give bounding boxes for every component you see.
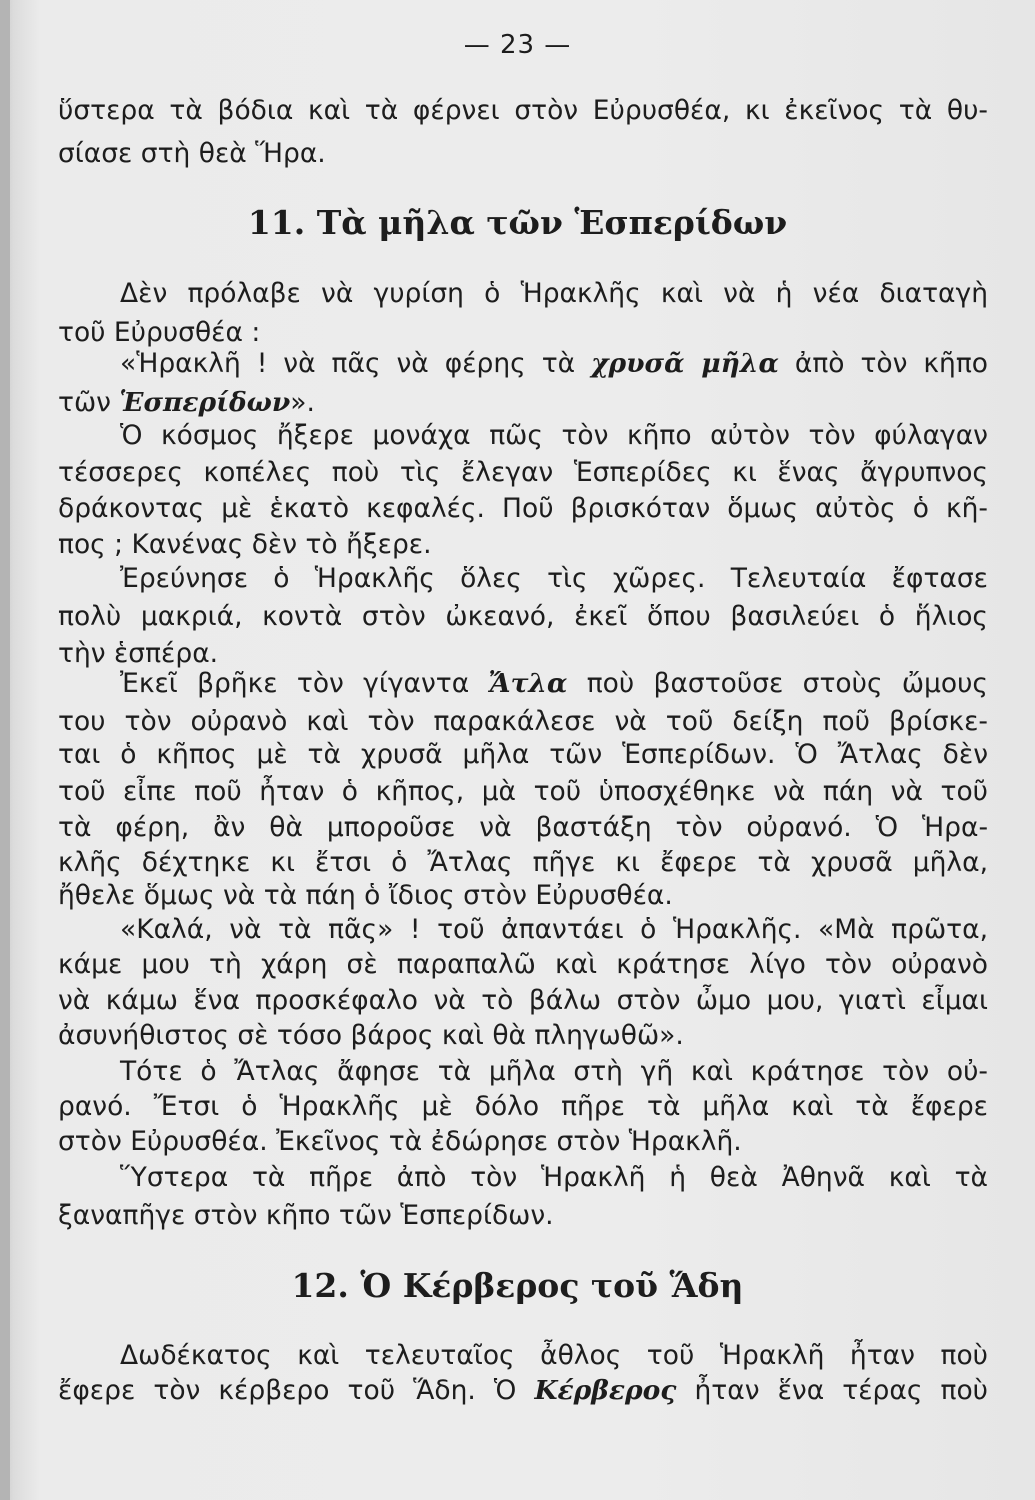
paragraph-line bbox=[58, 385, 988, 421]
paragraph-line: ρανό. Ἔτσι ὁ Ἡρακλῆς μὲ δόλο πῆρε τὰ μῆλα καὶ τὰ ἔφερε bbox=[58, 1091, 988, 1122]
paragraph-line: κλῆς δέχτηκε κι ἔτσι ὁ Ἄτλας πῆγε κι ἔφερε τὰ χρυσᾶ μῆλα, bbox=[58, 847, 988, 878]
paragraph-line: τέσσερες κοπέλες ποὺ τὶς ἔλεγαν Ἑσπερίδες κι ἕνας ἄγρυπνος bbox=[58, 457, 988, 488]
paragraph-line: Ὕστερα τὰ πῆρε ἀπὸ τὸν Ἡρακλῆ ἡ θεὰ Ἀθηνᾶ καὶ τὰ bbox=[120, 1162, 988, 1193]
paragraph-line: Ἐρεύνησε ὁ Ἡρακλῆς ὅλες τὶς χῶρες. Τελευταία ἔφτασε bbox=[120, 563, 988, 594]
text-run: ἦταν ἕνα τέρας ποὺ bbox=[676, 1375, 988, 1406]
paragraph-line: τοῦ εἶπε ποῦ ἦταν ὁ κῆπος, μὰ τοῦ ὑποσχέθηκε νὰ πάη νὰ τοῦ bbox=[58, 776, 988, 807]
paragraph-line: νὰ κάμω ἕνα προσκέφαλο νὰ τὸ βάλω στὸν ὦμο μου, γιατὶ εἶμαι bbox=[58, 985, 988, 1016]
intro-line-2: σίασε στὴ θεὰ Ἥρα. bbox=[58, 138, 326, 169]
paragraph-line: τὴν ἑσπέρα. bbox=[58, 638, 219, 669]
emphasis-text: χρυσᾶ μῆλα bbox=[591, 348, 779, 379]
paragraph-line: Δωδέκατος καὶ τελευταῖος ἆθλος τοῦ Ἡρακλῆ ἦταν ποὺ bbox=[120, 1340, 988, 1371]
page-number: — 23 — bbox=[463, 30, 572, 60]
paragraph-line: πολὺ μακριά, κοντὰ στὸν ὠκεανό, ἐκεῖ ὅπου βασιλεύει ὁ ἥλιος bbox=[58, 601, 988, 632]
paragraph-line bbox=[120, 666, 988, 702]
emphasis-text: Κέρβερος bbox=[534, 1375, 677, 1406]
paragraph-line: Τότε ὁ Ἄτλας ἄφησε τὰ μῆλα στὴ γῆ καὶ κράτησε τὸν οὐ- bbox=[120, 1056, 988, 1087]
paragraph-line: «Καλά, νὰ τὰ πᾶς» ! τοῦ ἀπαντάει ὁ Ἡρακλῆς. «Μὰ πρῶτα, bbox=[120, 914, 988, 945]
intro-line-1: ὕστερα τὰ βόδια καὶ τὰ φέρνει στὸν Εὐρυσθέα, κι ἐκεῖνος τὰ θυ- bbox=[58, 95, 988, 126]
paragraph-line: στὸν Εὐρυσθέα. Ἐκεῖνος τὰ ἐδώρησε στὸν Ἡρακλῆ. bbox=[58, 1126, 742, 1157]
section-12-heading: 12. Ὁ Κέρβερος τοῦ Ἅδη bbox=[291, 1266, 744, 1305]
paragraph-line: δράκοντας μὲ ἑκατὸ κεφαλές. Ποῦ βρισκόταν ὅμως αὐτὸς ὁ κῆ- bbox=[58, 493, 988, 524]
paragraph-line: πος ; Κανένας δὲν τὸ ἤξερε. bbox=[58, 529, 432, 560]
text-run: «Ἡρακλῆ ! νὰ πᾶς νὰ φέρης τὰ bbox=[120, 348, 592, 379]
emphasis-text: Ἑσπερίδων bbox=[119, 387, 291, 418]
paragraph-line: ξαναπῆγε στὸν κῆπο τῶν Ἑσπερίδων. bbox=[58, 1200, 554, 1231]
paragraph-line: τοῦ Εὐρυσθέα : bbox=[58, 317, 261, 348]
paragraph-line: ται ὁ κῆπος μὲ τὰ χρυσᾶ μῆλα τῶν Ἑσπερίδων. Ὁ Ἄτλας δὲν bbox=[58, 739, 988, 770]
paragraph-line: κάμε μου τὴ χάρη σὲ παραπαλῶ καὶ κράτησε λίγο τὸν οὐρανὸ bbox=[58, 949, 988, 980]
paragraph-line: ἤθελε ὅμως νὰ τὰ πάη ὁ ἴδιος στὸν Εὐρυσθέα. bbox=[58, 880, 673, 911]
text-run: Ἐκεῖ βρῆκε τὸν γίγαντα bbox=[120, 668, 489, 699]
emphasis-text: Ἄτλα bbox=[488, 668, 568, 699]
text-run: ποὺ βαστοῦσε στοὺς ὤμους bbox=[567, 668, 988, 699]
text-run: ». bbox=[290, 387, 315, 418]
paragraph-line bbox=[58, 1373, 988, 1409]
section-11-heading: 11. Τὰ μῆλα τῶν Ἑσπερίδων bbox=[247, 203, 788, 242]
paragraph-line: τὰ φέρη, ἂν θὰ μποροῦσε νὰ βαστάξη τὸν οὐρανό. Ὁ Ἡρα- bbox=[58, 812, 988, 843]
paragraph-line: ἀσυνήθιστος σὲ τόσο βάρος καὶ θὰ πληγωθῶ». bbox=[58, 1020, 684, 1051]
paragraph-line: Ὁ κόσμος ἤξερε μονάχα πῶς τὸν κῆπο αὐτὸν τὸν φύλαγαν bbox=[120, 420, 988, 451]
text-run: τῶν bbox=[58, 387, 120, 418]
paragraph-line bbox=[120, 346, 988, 382]
paragraph-line: Δὲν πρόλαβε νὰ γυρίση ὁ Ἡρακλῆς καὶ νὰ ἡ νέα διαταγὴ bbox=[120, 278, 988, 309]
paragraph-line: του τὸν οὐρανὸ καὶ τὸν παρακάλεσε νὰ τοῦ δείξη ποῦ βρίσκε- bbox=[58, 706, 988, 737]
text-run: ἔφερε τὸν κέρβερο τοῦ Ἅδη. Ὁ bbox=[58, 1375, 535, 1406]
text-run: ἀπὸ τὸν κῆπο bbox=[778, 348, 988, 379]
